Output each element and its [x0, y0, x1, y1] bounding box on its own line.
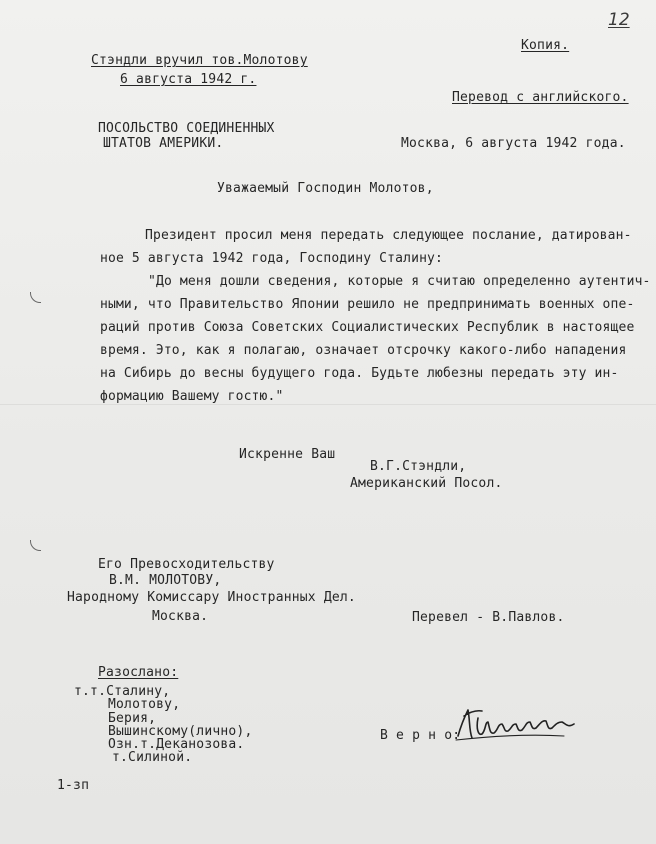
addressee-line3: Народному Комиссару Иностранных Дел.	[67, 590, 356, 605]
punch-hole-mark	[30, 292, 41, 303]
addressee-line4: Москва.	[152, 609, 209, 624]
translator-note: Перевел - В.Павлов.	[412, 610, 565, 625]
translation-label: Перевод с английского.	[452, 90, 629, 105]
punch-hole-mark	[30, 540, 41, 551]
addressee-line1: Его Превосходительству	[98, 557, 275, 572]
distribution-item: Вышинскому(лично),	[108, 724, 253, 739]
distribution-item: Молотову,	[108, 697, 181, 712]
body-line: формацию Вашему гостю."	[100, 389, 284, 404]
signer-name: В.Г.Стэндли,	[370, 459, 467, 474]
handwritten-signature	[452, 700, 582, 750]
body-line: ное 5 августа 1942 года, Господину Сталину:	[100, 251, 443, 266]
closing: Искренне Ваш	[239, 447, 336, 462]
body-line: ными, что Правительство Японии решило не предпринимать военных опе-	[100, 297, 635, 312]
signer-title: Американский Посол.	[350, 476, 503, 491]
embassy-line1: ПОСОЛЬСТВО СОЕДИНЕННЫХ	[98, 121, 275, 136]
place-date: Москва, 6 августа 1942 года.	[401, 136, 626, 151]
verified-label: В е р н о:	[380, 728, 461, 743]
distribution-item: Берия,	[108, 711, 157, 726]
addressee-line2: В.М. МОЛОТОВУ,	[109, 573, 222, 588]
distribution-item: т.Силиной.	[112, 750, 193, 765]
body-line: на Сибирь до весны будущего года. Будьте любезны передать эту ин-	[100, 366, 619, 381]
handed-note-line1: Стэндли вручил тов.Молотову	[91, 53, 308, 68]
embassy-line2: ШТАТОВ АМЕРИКИ.	[103, 136, 224, 151]
letter-body	[100, 224, 651, 408]
handed-note-line2: 6 августа 1942 г.	[120, 72, 257, 87]
reference-code: 1-зп	[57, 778, 90, 793]
body-line: "До меня дошли сведения, которые я считаю определенно аутентич-	[148, 274, 651, 289]
page-number: 12	[608, 10, 630, 30]
body-line: раций против Союза Советских Социалистических Республик в настоящее	[100, 320, 635, 335]
distribution-item: т.т.Сталину,	[74, 684, 171, 699]
body-line: время. Это, как я полагаю, означает отсрочку какого-либо нападения	[100, 343, 627, 358]
distribution-item: Озн.т.Деканозова.	[108, 737, 245, 752]
salutation: Уважаемый Господин Молотов,	[217, 181, 434, 196]
copy-label: Копия.	[521, 38, 570, 53]
distribution-heading: Разослано:	[98, 665, 179, 680]
body-line: Президент просил меня передать следующее послание, датирован-	[145, 228, 632, 243]
